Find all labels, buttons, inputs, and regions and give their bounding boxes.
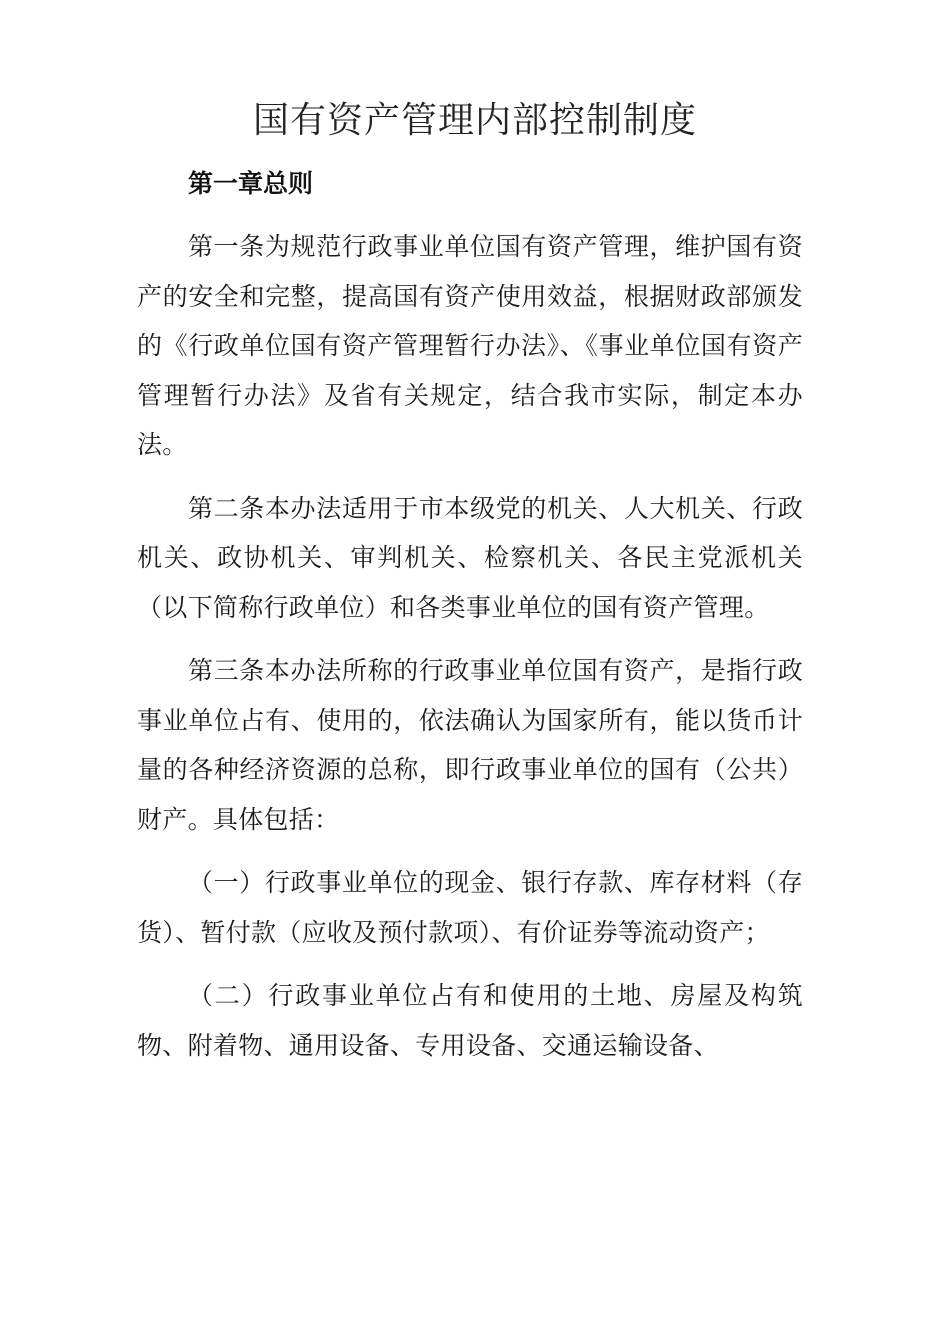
item-2-paragraph: （二）行政事业单位占有和使用的土地、房屋及构筑物、附着物、通用设备、专用设备、交通运输设备、 [137, 981, 803, 1060]
article-3-paragraph: 第三条本办法所称的行政事业单位国有资产，是指行政事业单位占有、使用的，依法确认为国家所有，能以货币计量的各种经济资源的总称，即行政事业单位的国有（公共）财产。具体包括： [137, 656, 803, 834]
document-body [137, 222, 803, 1084]
item-1-paragraph: （一）行政事业单位的现金、银行存款、库存材料（存货）、暂付款（应收及预付款项）、有价证券等流动资产； [137, 868, 803, 947]
chapter-heading: 第一章总则 [188, 169, 314, 198]
document-title: 国有资产管理内部控制制度 [252, 100, 697, 141]
article-1-paragraph: 第一条为规范行政事业单位国有资产管理，维护国有资产的安全和完整，提高国有资产使用效益，根据财政部颁发的《行政单位国有资产管理暂行办法》、《事业单位国有资产管理暂行办法》及省有关规定，结合我市实际，制定本办法。 [137, 232, 803, 459]
article-2-paragraph: 第二条本办法适用于市本级党的机关、人大机关、行政机关、政协机关、审判机关、检察机关、各民主党派机关（以下简称行政单位）和各类事业单位的国有资产管理。 [137, 493, 803, 622]
